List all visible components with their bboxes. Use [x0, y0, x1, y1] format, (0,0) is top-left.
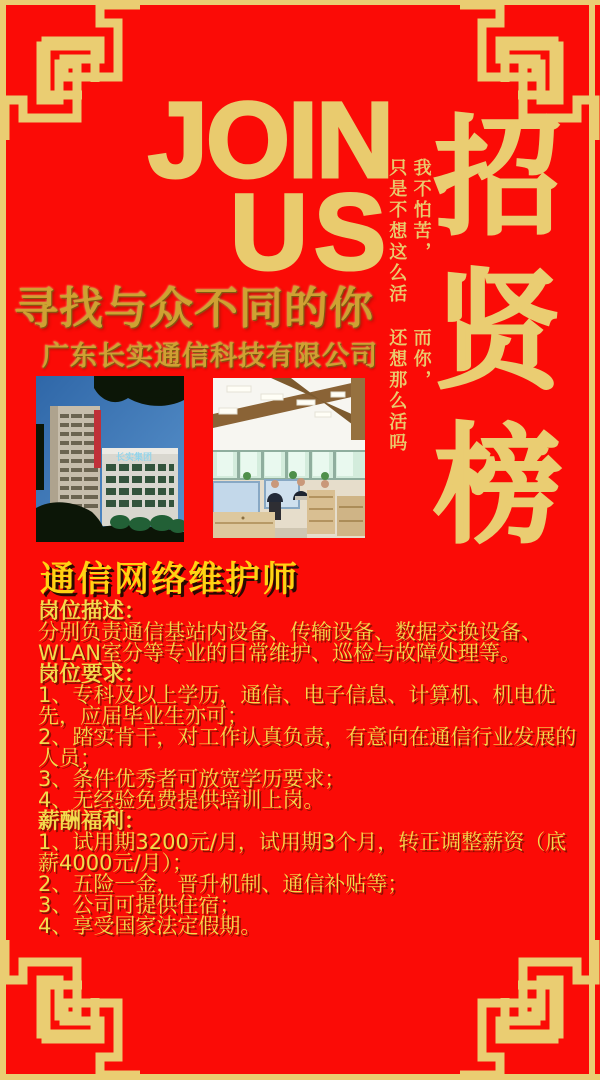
frame-line-right [589, 0, 595, 1080]
benefit-item: 3、公司可提供住宿； [38, 893, 241, 917]
tower-sign [94, 410, 101, 468]
requirement-item: 3、条件优秀者可放宽学历要求； [38, 767, 346, 791]
tagline: 寻找与众不同的你 [14, 283, 374, 334]
fret-corner-icon [0, 940, 140, 1080]
section-heading-benefits: 薪酬福利： [38, 809, 146, 834]
benefit-item: 1、试用期3200元/月，试用期3个月，转正调整薪资（底薪4000元/月）； [38, 830, 567, 875]
job-title: 通信网络维护师 [40, 560, 300, 600]
fret-corner-icon [460, 940, 600, 1080]
frame-line-left [0, 0, 6, 1080]
slogan-top-line2: 只是不想这么活 [386, 158, 408, 305]
workstations [213, 478, 365, 538]
hero-us: US [229, 171, 392, 292]
banner-char: 招 [433, 104, 562, 253]
hero-join: JOIN [147, 79, 392, 200]
benefit-item: 4、享受国家法定假期。 [38, 914, 262, 938]
section-heading-description: 岗位描述： [38, 599, 146, 624]
requirement-item: 1、专科及以上学历，通信、电子信息、计算机、机电优先，应届毕业生亦可； [38, 683, 556, 728]
job-description [38, 601, 579, 937]
benefit-item: 2、五险一金，晋升机制、通信补贴等； [38, 872, 409, 896]
company-building-photo [36, 376, 184, 542]
annex-building [102, 448, 178, 526]
section-heading-requirements: 岗位要求： [38, 662, 146, 687]
requirement-item: 4、无经验免费提供培训上岗。 [38, 788, 325, 812]
window-band [213, 450, 365, 480]
banner-char: 贤 [433, 258, 562, 408]
ceiling [213, 378, 365, 450]
banner-char: 榜 [433, 412, 562, 562]
office-interior-photo [213, 378, 365, 538]
company-name: 广东长实通信科技有限公司 [42, 341, 378, 372]
description-item: 分别负责通信基站内设备、传输设备、数据交换设备、WLAN室分等专业的日常维护、巡检与故障处理等。 [38, 620, 542, 665]
vertical-banner [428, 104, 568, 562]
slogan-bottom-line2: 还想那么活吗 [386, 328, 408, 454]
slogan-bottom-line1: 而你， [410, 328, 432, 391]
slogan-top-line1: 我不怕苦， [410, 158, 432, 263]
building-sign-text: 长实集团 [115, 453, 153, 463]
requirement-item: 2、踏实肯干，对工作认真负责，有意向在通信行业发展的人员； [38, 725, 577, 770]
